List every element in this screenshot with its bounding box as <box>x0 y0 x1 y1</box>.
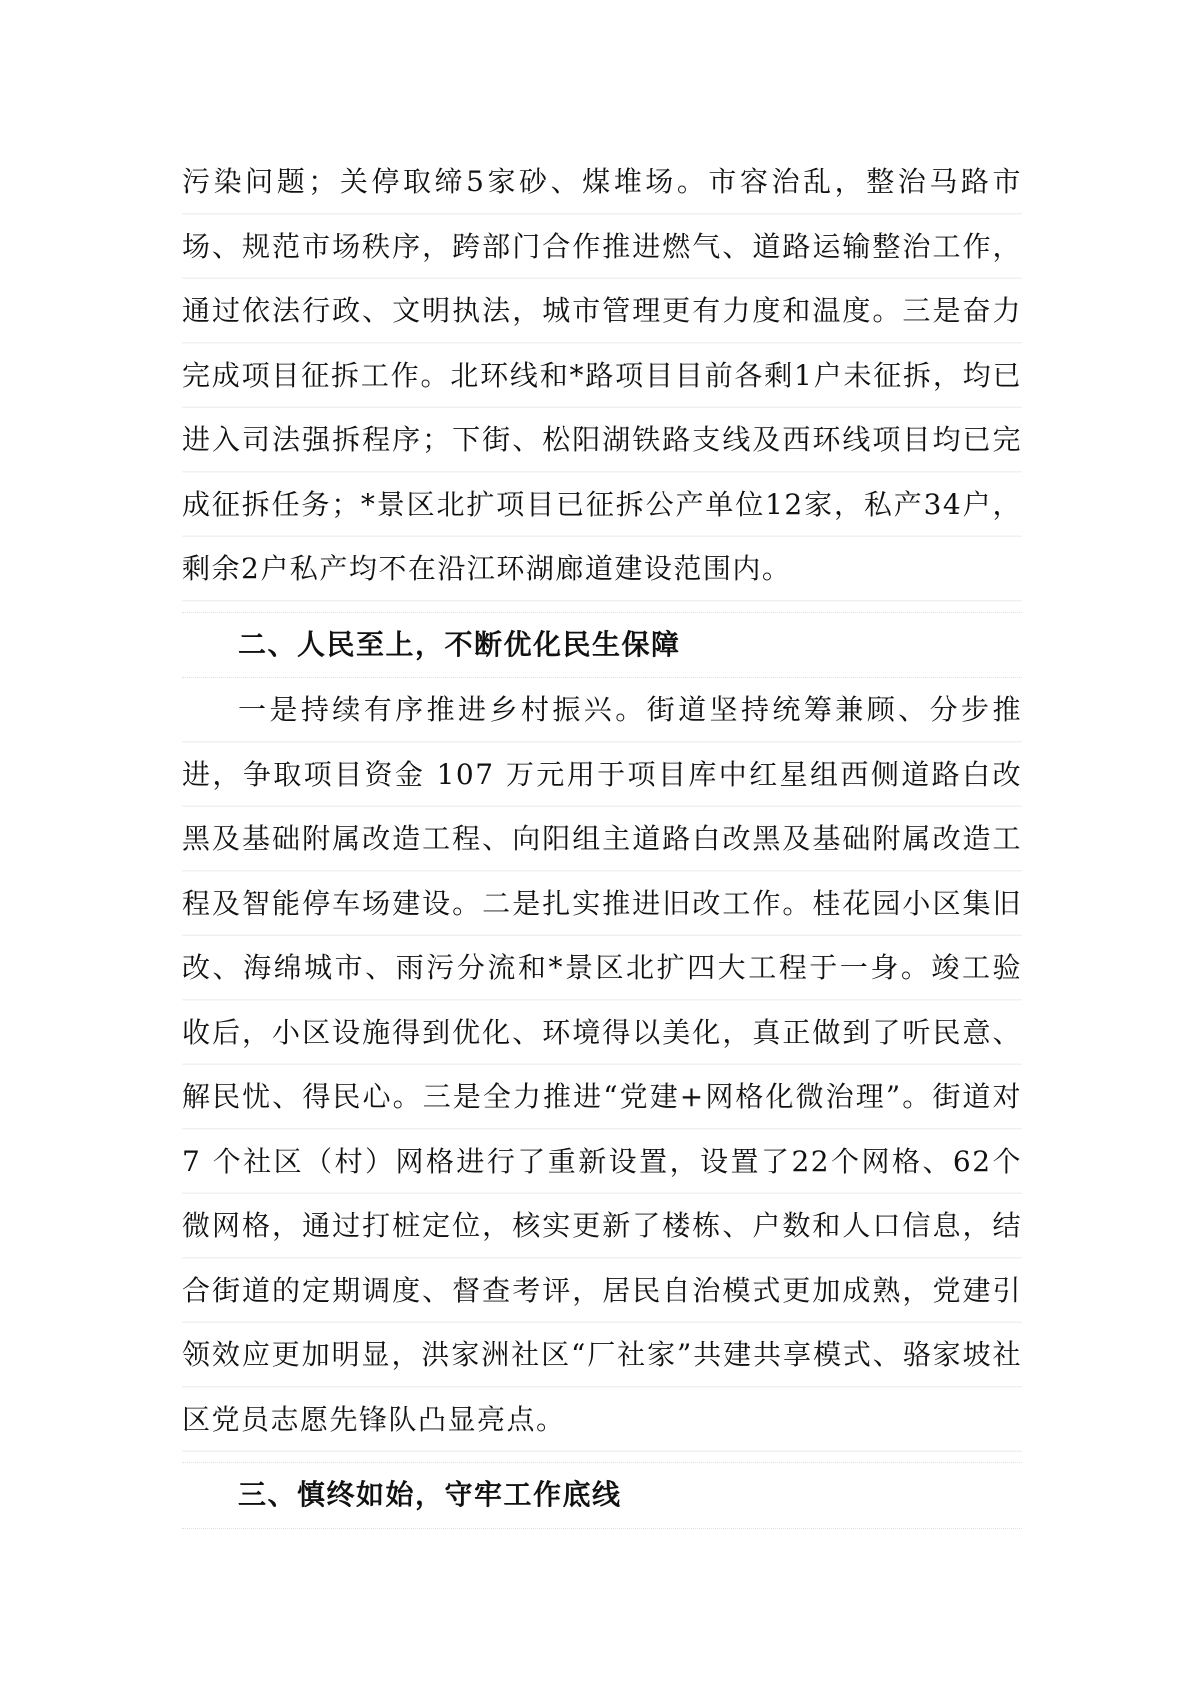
section-heading-3: 三、慎终如始，守牢工作底线 <box>182 1462 1022 1529</box>
paragraph-livelihood: 一是持续有序推进乡村振兴。街道坚持统筹兼顾、分步推进，争取项目资金 107 万元用于项目库中红星组西侧道路白改黑及基础附属改造工程、向阳组主道路白改黑及基础附属改造工程及智能停车场建设。二是扎实推进旧改工作。桂花园小区集旧改、海绵城市、雨污分流和*景区北扩四大工程于一身。竣工验收后，小区设施得到优化、环境得以美化，真正做到了听民意、解民忧、得民心。三是全力推进“党建+网格化微治理”。街道对 7 个社区（村）网格进行了重新设置，设置了22个网格、62个微网格，通过打桩定位，核实更新了楼栋、户数和人口信息，结合街道的定期调度、督查考评，居民自治模式更加成熟，党建引领效应更加明显，洪家洲社区“厂社家”共建共享模式、骆家坡社区党员志愿先锋队凸显亮点。 <box>182 678 1022 1452</box>
section-heading-2: 二、人民至上，不断优化民生保障 <box>182 612 1022 679</box>
paragraph-pollution-and-demolition: 污染问题；关停取缔5家砂、煤堆场。市容治乱，整治马路市场、规范市场秩序，跨部门合作推进燃气、道路运输整治工作，通过依法行政、文明执法，城市管理更有力度和温度。三是奋力完成项目征拆工作。北环线和*路项目目前各剩1户未征拆，均已进入司法强拆程序；下街、松阳湖铁路支线及西环线项目均已完成征拆任务；*景区北扩项目已征拆公产单位12家，私产34户，剩余2户私产均不在沿江环湖廊道建设范围内。 <box>182 150 1022 602</box>
document-body <box>182 150 1022 1529</box>
